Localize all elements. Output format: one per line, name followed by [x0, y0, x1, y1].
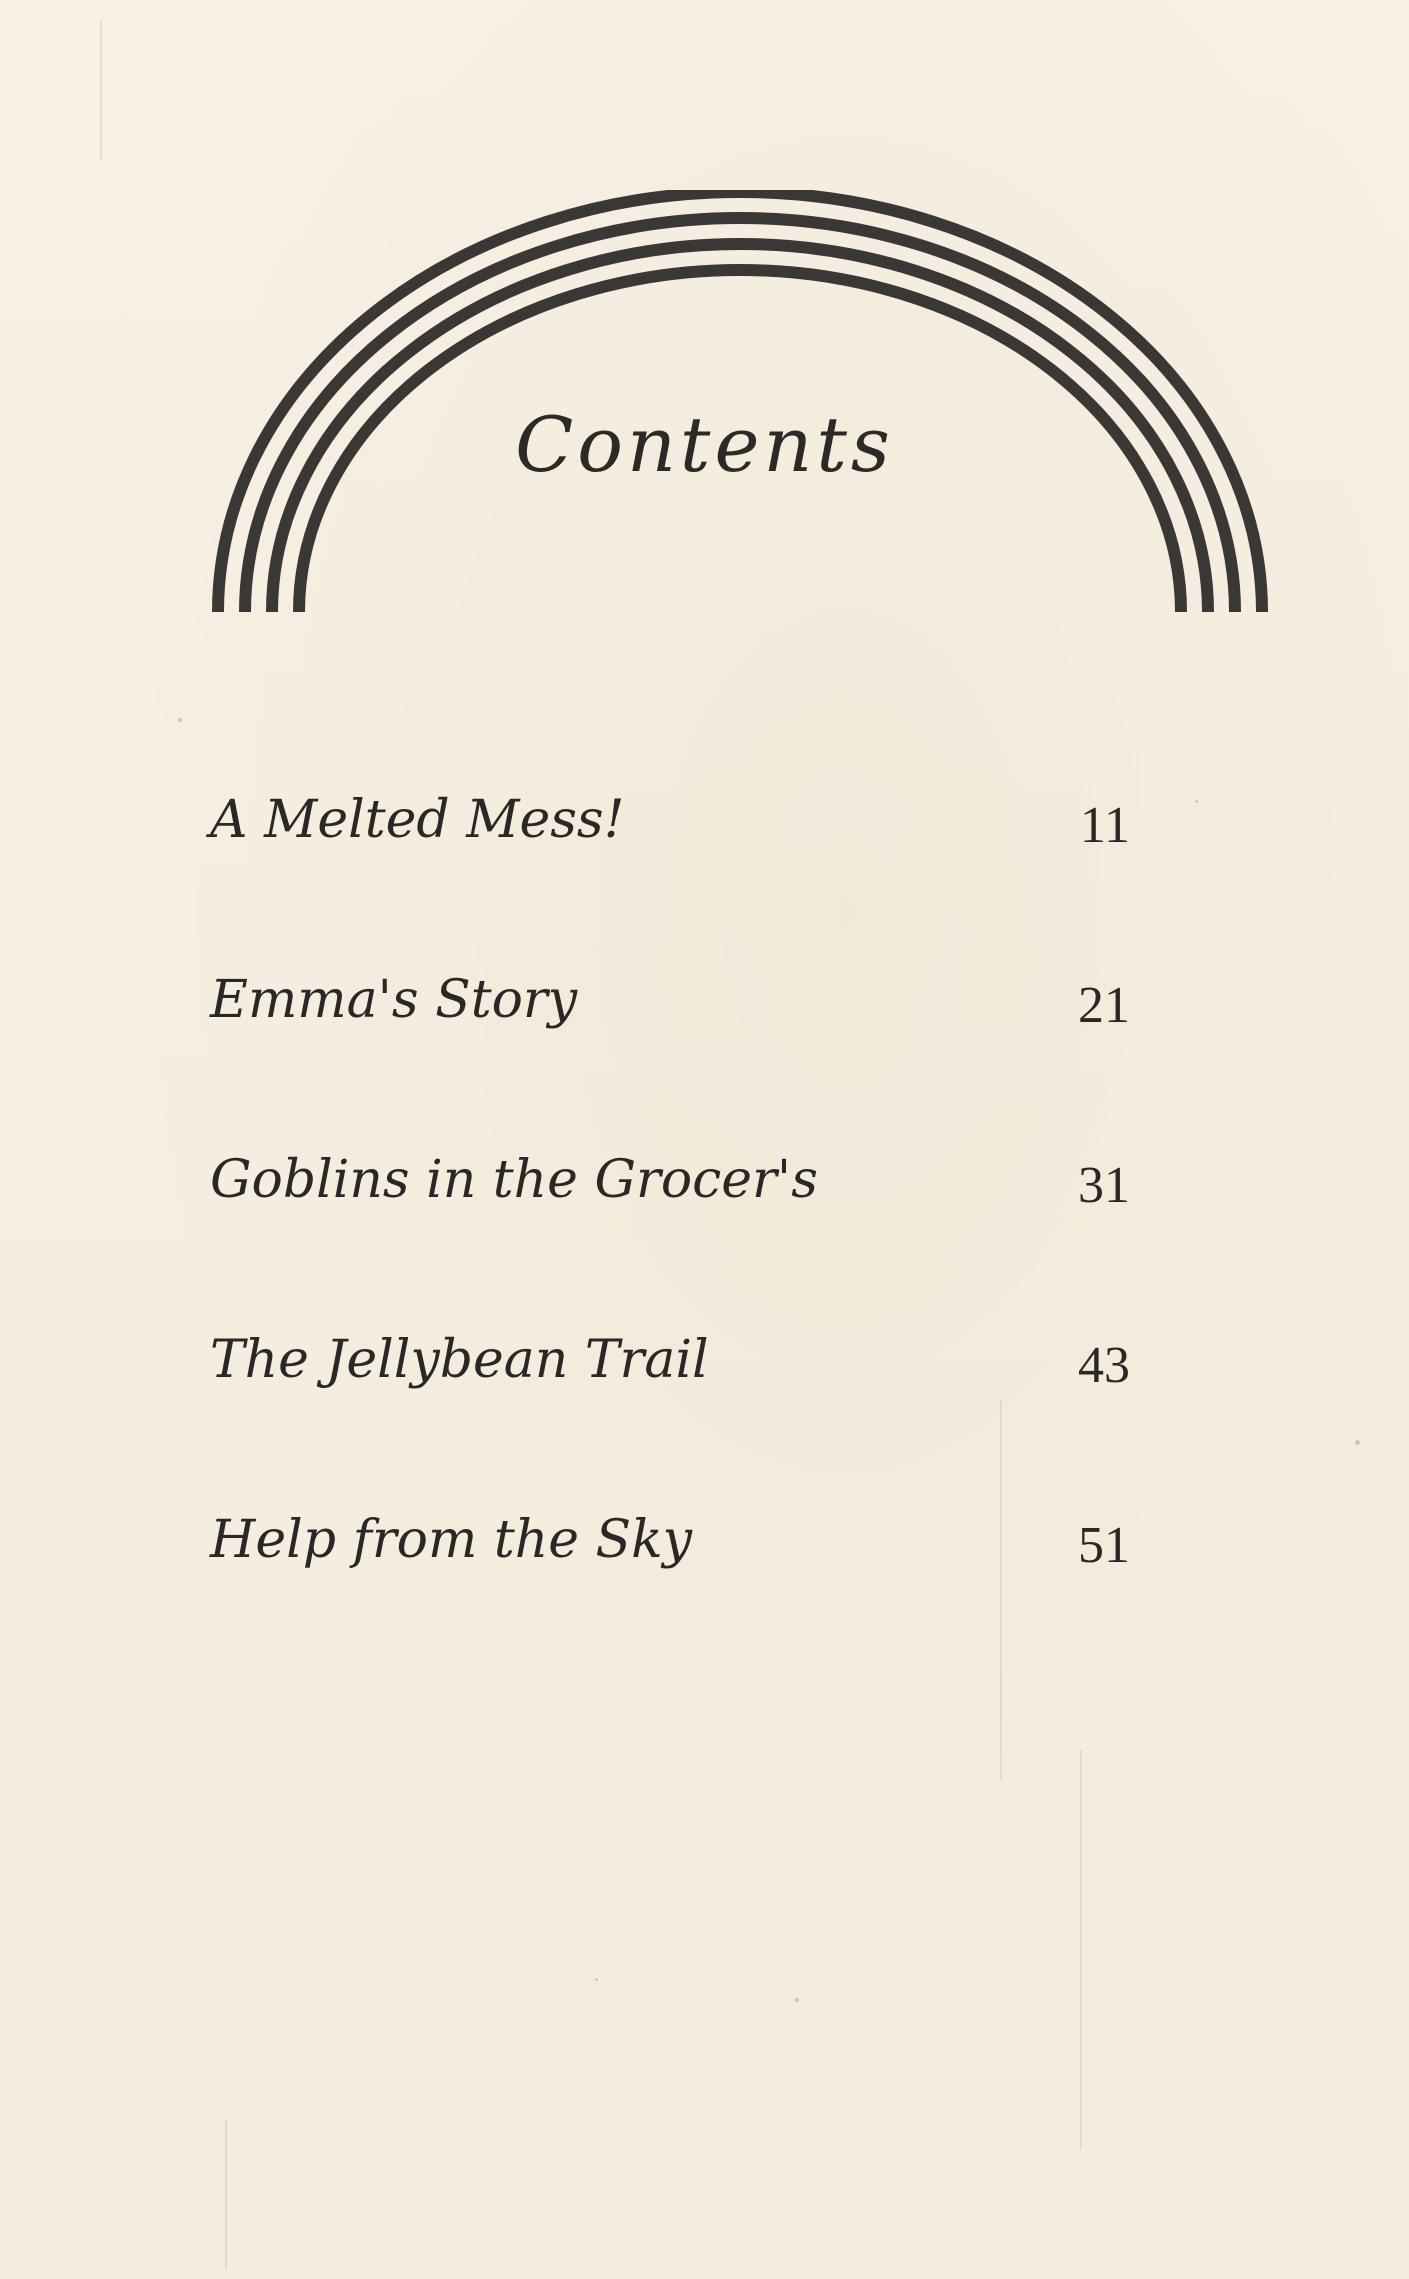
paper-speck	[178, 718, 182, 722]
paper-speck	[795, 1998, 799, 2002]
toc-entry[interactable]	[210, 1510, 1130, 1690]
chapter-title: The Jellybean Trail	[210, 1330, 709, 1390]
chapter-page-number: 43	[1078, 1337, 1130, 1394]
chapter-title: Help from the Sky	[210, 1510, 693, 1570]
chapter-title: Goblins in the Grocer's	[210, 1150, 818, 1210]
chapter-page-number: 51	[1078, 1517, 1130, 1574]
paper-speck	[1195, 800, 1198, 803]
toc-entry[interactable]	[210, 970, 1130, 1150]
page-title: Contents	[515, 400, 894, 489]
chapter-title: A Melted Mess!	[210, 790, 625, 850]
paper-scratch	[225, 2120, 227, 2270]
paper-scratch	[100, 20, 102, 160]
toc-entry[interactable]	[210, 790, 1130, 970]
table-of-contents	[210, 790, 1130, 1690]
toc-entry[interactable]	[210, 1150, 1130, 1330]
chapter-page-number: 11	[1079, 797, 1130, 854]
paper-speck	[1355, 1440, 1360, 1445]
toc-entry[interactable]	[210, 1330, 1130, 1510]
chapter-page-number: 21	[1078, 977, 1130, 1034]
chapter-title: Emma's Story	[210, 970, 578, 1030]
chapter-page-number: 31	[1078, 1157, 1130, 1214]
paper-scratch	[1080, 1750, 1082, 2150]
paper-speck	[595, 1978, 598, 1981]
